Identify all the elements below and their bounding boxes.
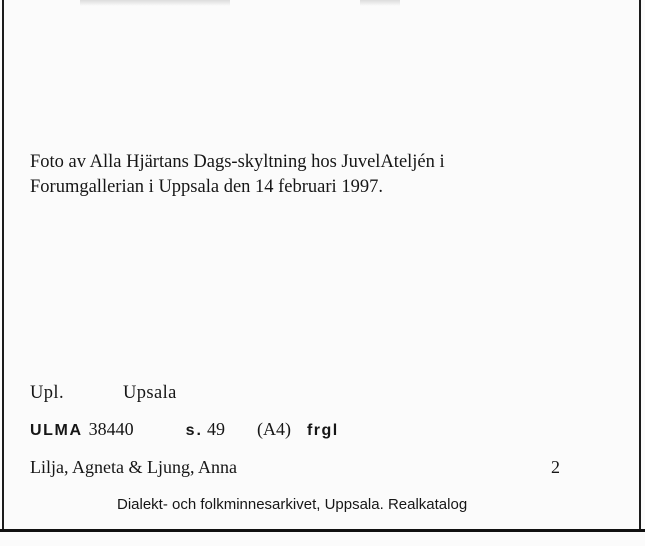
card-right-border (639, 0, 641, 531)
photo-description (30, 150, 620, 200)
author-names: Lilja, Agneta & Ljung, Anna (30, 457, 237, 477)
color-code: frgl (306, 422, 339, 439)
description-line-1: Foto av Alla Hjärtans Dags-skyltning hos JuvelAteljén i (30, 152, 445, 172)
description-line-2: Forumgallerian i Uppsala den 14 februari 1997. (30, 177, 383, 197)
archive-footer: Dialekt- och folkminnesarkivet, Uppsala. Realkatalog (117, 496, 468, 513)
scan-shadow (80, 0, 230, 6)
archive-code: ULMA (30, 422, 83, 439)
record-number: 38440 (88, 419, 134, 439)
location-row (30, 383, 177, 404)
scan-shadow (360, 0, 400, 6)
province-label: Upl. (30, 383, 64, 403)
page-label: s. (185, 422, 203, 439)
item-count: 2 (551, 457, 560, 477)
place-name: Upsala (123, 383, 177, 403)
record-row (30, 419, 339, 440)
paper-format: (A4) (256, 419, 291, 439)
authors-row (30, 457, 560, 478)
card-bottom-border (0, 529, 645, 532)
card-left-border (2, 0, 4, 531)
page-number: 49 (206, 419, 225, 439)
